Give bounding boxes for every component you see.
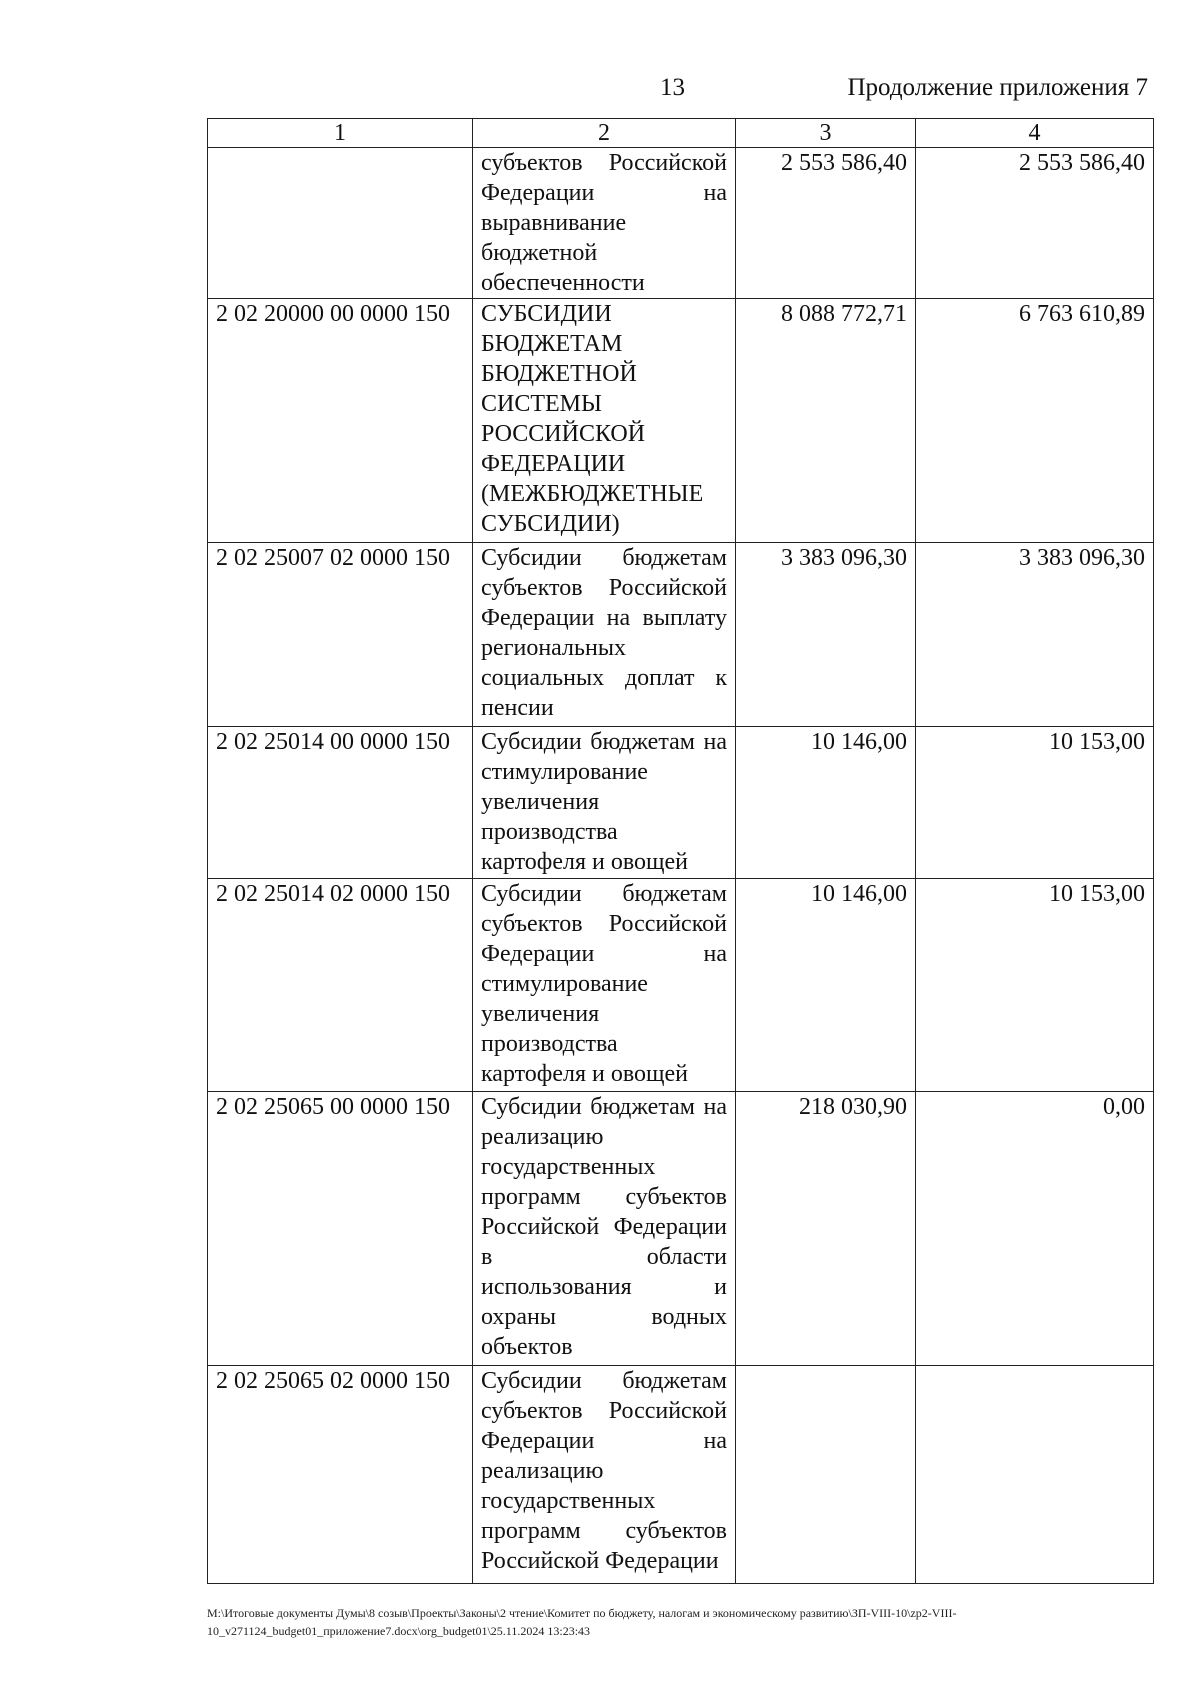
table-header-row [208,119,1154,148]
column-header: 2 [473,119,736,148]
row-code: 2 02 25065 02 0000 150 [208,1366,473,1584]
row-value-col4: 0,00 [916,1092,1154,1366]
row-value-col4: 6 763 610,89 [916,299,1154,543]
column-header: 3 [736,119,916,148]
row-code: 2 02 25007 02 0000 150 [208,543,473,727]
row-description: Субсидии бюджетам субъектов Российской Федерации на реализацию государственных программ субъектов Российской Федерации [473,1366,736,1584]
row-value-col4 [916,1366,1154,1584]
column-header: 4 [916,119,1154,148]
row-value-col3: 2 553 586,40 [736,148,916,299]
table-row [208,1092,1154,1366]
row-value-col3: 10 146,00 [736,879,916,1092]
continuation-label: Продолжение приложения 7 [847,74,1148,101]
row-code [208,148,473,299]
column-header: 1 [208,119,473,148]
table-row [208,1366,1154,1584]
row-value-col4: 2 553 586,40 [916,148,1154,299]
page-number: 13 [660,74,685,101]
table-row [208,299,1154,543]
file-path-footer: M:\Итоговые документы Думы\8 созыв\Проекты\Законы\2 чтение\Комитет по бюджету, налогам и экономическому развитию\ЗП-VIII-10\zp2-VIII-10_v271124_budget01_приложение7.docx\org_budget01\25.11.2024 13:23:43 [207,1606,957,1638]
row-description: Субсидии бюджетам на реализацию государственных программ субъектов Российской Федерации в области использования и охраны водных объектов [473,1092,736,1366]
row-code: 2 02 25014 00 0000 150 [208,727,473,879]
row-description: Субсидии бюджетам субъектов Российской Федерации на выплату региональных социальных доплат к пенсии [473,543,736,727]
row-description: Субсидии бюджетам субъектов Российской Федерации на стимулирование увеличения производства картофеля и овощей [473,879,736,1092]
row-value-col3 [736,1366,916,1584]
table-row [208,148,1154,299]
row-value-col4: 10 153,00 [916,879,1154,1092]
table-row [208,727,1154,879]
row-value-col4: 3 383 096,30 [916,543,1154,727]
row-description: Субсидии бюджетам на стимулирование увеличения производства картофеля и овощей [473,727,736,879]
row-description: субъектов Российской Федерации на выравнивание бюджетной обеспеченности [473,148,736,299]
row-value-col3: 218 030,90 [736,1092,916,1366]
row-value-col4: 10 153,00 [916,727,1154,879]
row-code: 2 02 25014 02 0000 150 [208,879,473,1092]
budget-table [207,118,1154,1584]
row-code: 2 02 25065 00 0000 150 [208,1092,473,1366]
row-description: СУБСИДИИ БЮДЖЕТАМ БЮДЖЕТНОЙ СИСТЕМЫ РОССИЙСКОЙ ФЕДЕРАЦИИ (МЕЖБЮДЖЕТНЫЕ СУБСИДИИ) [473,299,736,543]
table-row [208,879,1154,1092]
row-code: 2 02 20000 00 0000 150 [208,299,473,543]
table-row [208,543,1154,727]
row-value-col3: 10 146,00 [736,727,916,879]
row-value-col3: 3 383 096,30 [736,543,916,727]
row-value-col3: 8 088 772,71 [736,299,916,543]
